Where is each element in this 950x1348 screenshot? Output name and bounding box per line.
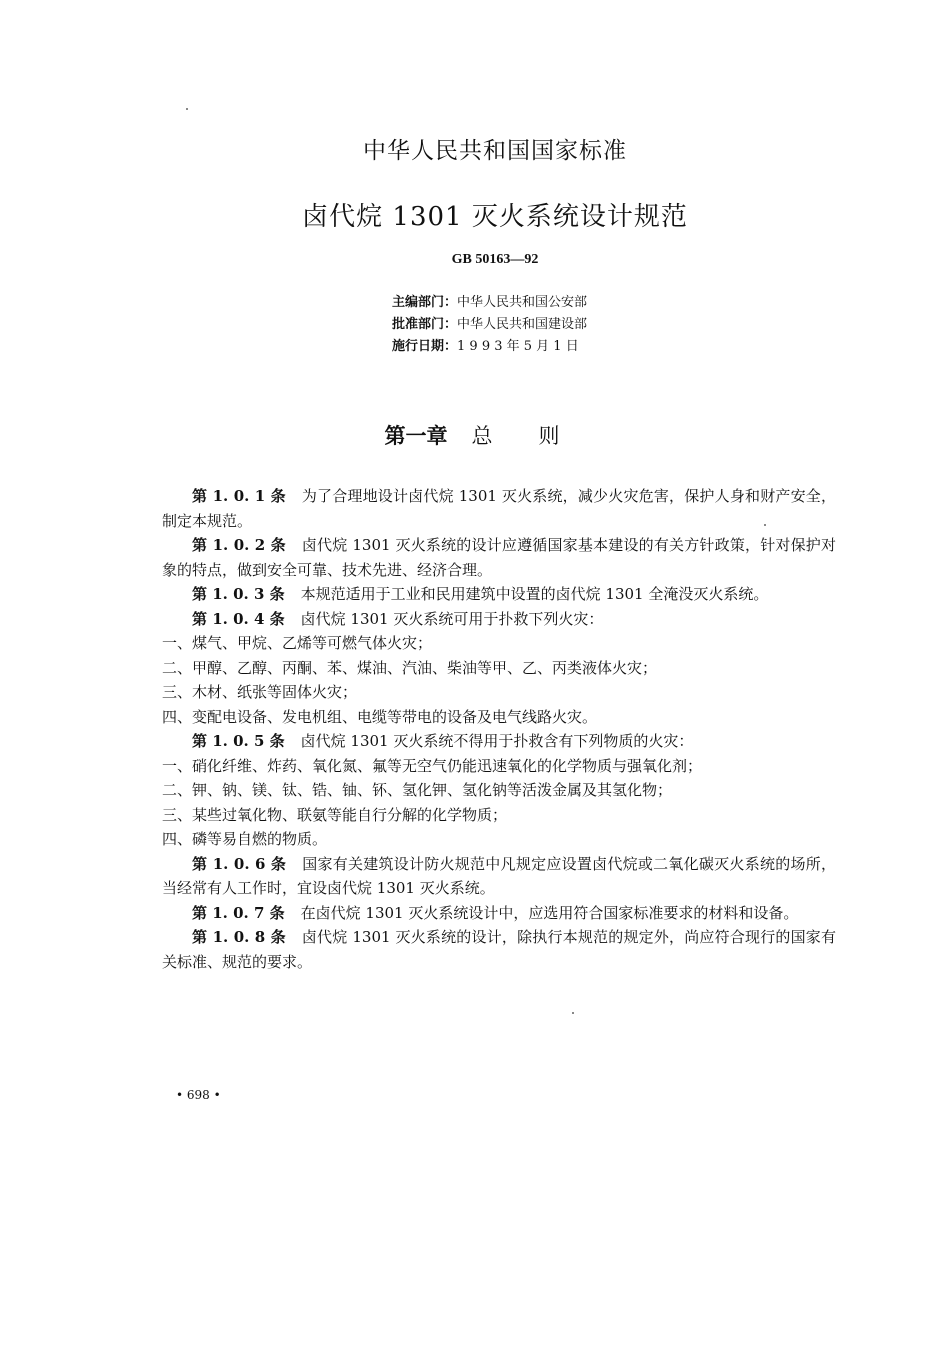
meta-value: 1 9 9 3 年 5 月 1 日	[457, 339, 579, 354]
article-number: 第 1. 0. 1 条	[192, 487, 286, 505]
meta-line-editor	[392, 292, 587, 314]
document-title: 卤代烷 1301 灭火系统设计规范	[302, 202, 688, 232]
article-number: 第 1. 0. 3 条	[192, 585, 285, 603]
meta-value: 中华人民共和国建设部	[457, 317, 588, 332]
list-item: 三、某些过氧化物、联氨等能自行分解的化学物质；	[162, 805, 508, 824]
list-item: 一、煤气、甲烷、乙烯等可燃气体火灾；	[162, 634, 433, 652]
article-1-0-5	[162, 729, 836, 754]
chapter-number: 第一章	[384, 423, 448, 448]
article-number: 第 1. 0. 7 条	[192, 903, 285, 922]
list-item: 四、磷等易自燃的物质。	[162, 830, 328, 848]
article-number: 第 1. 0. 4 条	[192, 609, 285, 628]
article-1-0-1	[162, 484, 836, 533]
list-item: 二、甲醇、乙醇、丙酮、苯、煤油、汽油、柴油等甲、乙、丙类液体火灾；	[162, 658, 658, 677]
article-number: 第 1. 0. 2 条	[192, 536, 286, 554]
article-text: 为了合理地设计卤代烷 1301 灭火系统，减少火灾危害，保护人身和财产安全，制定本规范。	[162, 487, 836, 530]
scan-speck	[186, 108, 188, 110]
scan-speck	[572, 1012, 574, 1014]
list-item: 一、硝化纤维、炸药、氧化氮、氟等无空气仍能迅速氧化的化学物质与强氧化剂；	[162, 756, 703, 775]
article-1-0-8	[162, 925, 836, 974]
chapter-body	[162, 484, 836, 974]
chapter-heading	[0, 420, 950, 450]
article-text: 国家有关建筑设计防火规范中凡规定应设置卤代烷或二氧化碳灭火系统的场所，当经常有人工作时，宜设卤代烷 1301 灭火系统。	[162, 854, 836, 897]
article-1-0-4	[162, 607, 836, 632]
article-number: 第 1. 0. 8 条	[192, 928, 286, 946]
meta-label: 施行日期：	[392, 339, 458, 354]
national-standard-heading: 中华人民共和国国家标准	[363, 138, 627, 164]
article-text: 卤代烷 1301 灭火系统的设计应遵循国家基本建设的有关方针政策，针对保护对象的特点，做到安全可靠、技术先进、经济合理。	[162, 536, 836, 579]
meta-line-approver	[392, 314, 587, 336]
article-1-0-7	[162, 901, 836, 926]
article-1-0-2	[162, 533, 836, 582]
page-number: • 698 •	[176, 1088, 221, 1102]
article-1-0-6	[162, 852, 836, 901]
meta-line-effective-date	[392, 336, 587, 358]
list-item: 二、钾、钠、镁、钛、锆、铀、钚、氢化钾、氢化钠等活泼金属及其氢化物；	[162, 781, 673, 799]
issuing-info	[392, 292, 587, 358]
list-item: 四、变配电设备、发电机组、电缆等带电的设备及电气线路火灾。	[162, 707, 598, 726]
article-text: 本规范适用于工业和民用建筑中设置的卤代烷 1301 全淹没灭火系统。	[300, 585, 769, 603]
article-text: 卤代烷 1301 灭火系统可用于扑救下列火灾：	[300, 609, 604, 628]
list-item: 三、木材、纸张等固体火灾；	[162, 683, 358, 701]
article-1-0-3	[162, 582, 836, 607]
meta-label: 主编部门：	[392, 295, 458, 310]
article-number: 第 1. 0. 6 条	[192, 854, 287, 873]
article-text: 卤代烷 1301 灭火系统的设计，除执行本规范的规定外，尚应符合现行的国家有关标准、规范的要求。	[162, 928, 836, 971]
article-text: 卤代烷 1301 灭火系统不得用于扑救含有下列物质的火灾：	[300, 732, 694, 750]
chapter-name: 总则	[471, 424, 606, 448]
article-text: 在卤代烷 1301 灭火系统设计中，应选用符合国家标准要求的材料和设备。	[300, 903, 799, 922]
meta-value: 中华人民共和国公安部	[457, 295, 588, 310]
article-number: 第 1. 0. 5 条	[192, 732, 285, 750]
meta-label: 批准部门：	[392, 317, 458, 332]
standard-code: GB 50163—92	[451, 252, 539, 267]
